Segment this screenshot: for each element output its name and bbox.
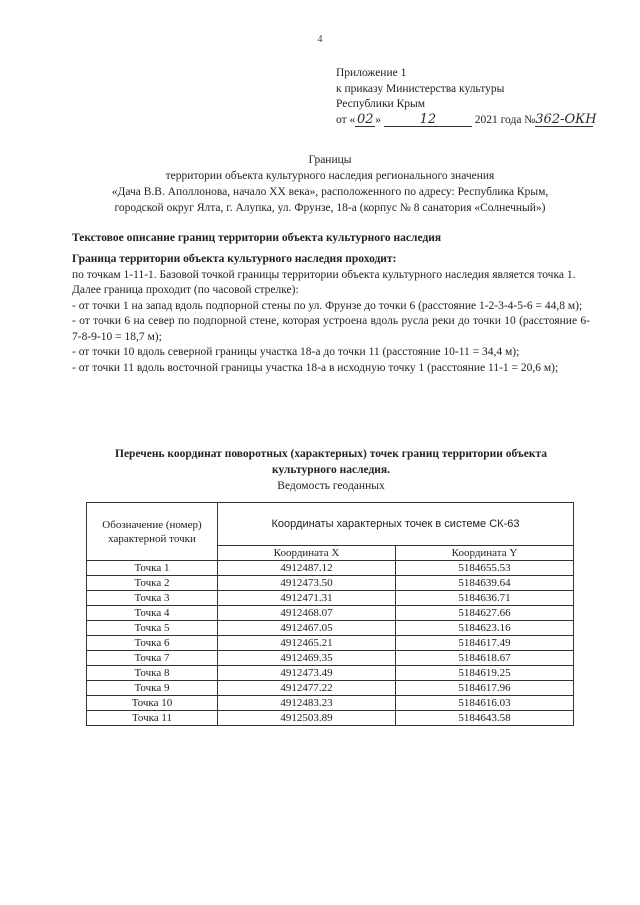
point-cell: Точка 5 [87, 621, 218, 636]
header-x: Координата X [218, 546, 396, 561]
coord-x-cell: 4912487.12 [218, 561, 396, 576]
date-day: 02 [356, 111, 374, 127]
point-cell: Точка 10 [87, 696, 218, 711]
boundary-paragraph-6: - от точки 11 вдоль восточной границы участка 18-а в исходную точку 1 (расстояние 11-1 = 20,6 м); [72, 361, 559, 374]
point-cell: Точка 9 [87, 681, 218, 696]
coord-x-cell: 4912471.31 [218, 591, 396, 606]
point-cell: Точка 3 [87, 591, 218, 606]
boundary-heading: Граница территории объекта культурного наследия проходит: [72, 253, 397, 265]
point-cell: Точка 1 [87, 561, 218, 576]
appendix-line-3: Республики Крым [336, 98, 425, 110]
date-month: 12 [384, 113, 472, 127]
appendix-line-1: Приложение 1 [336, 67, 407, 79]
coordinates-table [86, 502, 574, 726]
table-row [87, 651, 574, 666]
coord-x-cell: 4912503.89 [218, 711, 396, 726]
coord-y-cell: 5184655.53 [395, 561, 573, 576]
coord-x-cell: 4912483.23 [218, 696, 396, 711]
section-heading: Текстовое описание границ территории объекта культурного наследия [72, 232, 442, 244]
appendix-date-line [336, 111, 597, 129]
coordinates-list-title [72, 446, 590, 494]
table-row [87, 621, 574, 636]
point-cell: Точка 6 [87, 636, 218, 651]
coord-y-cell: 5184639.64 [395, 576, 573, 591]
appendix-header [336, 66, 597, 128]
table-row [87, 591, 574, 606]
boundary-paragraph-1: по точкам 1-11-1. Базовой точкой границы территории объекта культурного наследия является точка 1. [72, 268, 576, 281]
list-title-line-1: Перечень координат поворотных (характерных) точек границ территории объекта [115, 448, 547, 460]
coord-x-cell: 4912465.21 [218, 636, 396, 651]
coord-y-cell: 5184618.67 [395, 651, 573, 666]
table-row [87, 576, 574, 591]
point-cell: Точка 7 [87, 651, 218, 666]
table-row [87, 636, 574, 651]
coord-y-cell: 5184636.71 [395, 591, 573, 606]
point-cell: Точка 2 [87, 576, 218, 591]
table-row [87, 561, 574, 576]
header-y: Координата Y [395, 546, 573, 561]
point-cell: Точка 4 [87, 606, 218, 621]
title-line-3: «Дача В.В. Аполлонова, начало XX века», расположенного по адресу: Республика Крым, [111, 186, 549, 198]
coord-x-cell: 4912467.05 [218, 621, 396, 636]
title-line-2: территории объекта культурного наследия регионального значения [165, 170, 495, 182]
boundary-paragraph-3: - от точки 1 на запад вдоль подпорной стены по ул. Фрунзе до точки 6 (расстояние 1-2-3-4-5-6 = 44,8 м); [72, 299, 583, 312]
table-row [87, 696, 574, 711]
date-prefix: от « [336, 113, 356, 126]
header-point: Обозначение (номер) характерной точки [87, 503, 218, 561]
appendix-line-2: к приказу Министерства культуры [336, 82, 505, 95]
date-year: 2021 года № [474, 113, 536, 126]
coord-y-cell: 5184627.66 [395, 606, 573, 621]
coord-y-cell: 5184616.03 [395, 696, 573, 711]
coord-x-cell: 4912469.35 [218, 651, 396, 666]
table-row [87, 606, 574, 621]
coord-y-cell: 5184619.25 [395, 666, 573, 681]
boundary-description [72, 252, 590, 376]
coord-x-cell: 4912473.50 [218, 576, 396, 591]
list-subtitle: Ведомость геоданных [277, 480, 385, 492]
title-line-4: городской округ Ялта, г. Алупка, ул. Фрунзе, 18-а (корпус № 8 санатория «Солнечный») [114, 202, 546, 214]
page-number: 4 [317, 34, 323, 45]
coord-y-cell: 5184643.58 [395, 711, 573, 726]
coord-x-cell: 4912473.49 [218, 666, 396, 681]
table-row [87, 681, 574, 696]
header-coordinates: Координаты характерных точек в системе СК-63 [218, 503, 574, 546]
coord-x-cell: 4912468.07 [218, 606, 396, 621]
document-title [60, 152, 600, 216]
coord-y-cell: 5184617.96 [395, 681, 573, 696]
date-mid: » [375, 113, 381, 126]
coord-y-cell: 5184617.49 [395, 636, 573, 651]
title-line-1: Границы [308, 154, 352, 166]
table-row [87, 666, 574, 681]
coord-y-cell: 5184623.16 [395, 621, 573, 636]
list-title-line-2: культурного наследия. [271, 464, 391, 476]
document-number: 362-ОКН [535, 111, 597, 127]
point-cell: Точка 11 [87, 711, 218, 726]
boundary-paragraph-4: - от точки 6 на север по подпорной стене, которая устроена вдоль русла реки до точки 10 (расстояние 6-7-8-9-10 = 18,7 м); [72, 315, 590, 343]
coord-x-cell: 4912477.22 [218, 681, 396, 696]
boundary-paragraph-2: Далее граница проходит (по часовой стрелке): [72, 284, 299, 296]
table-row [87, 711, 574, 726]
table-body [87, 561, 574, 726]
boundary-paragraph-5: - от точки 10 вдоль северной границы участка 18-а до точки 11 (расстояние 10-11 = 34,4 м); [72, 346, 520, 358]
point-cell: Точка 8 [87, 666, 218, 681]
